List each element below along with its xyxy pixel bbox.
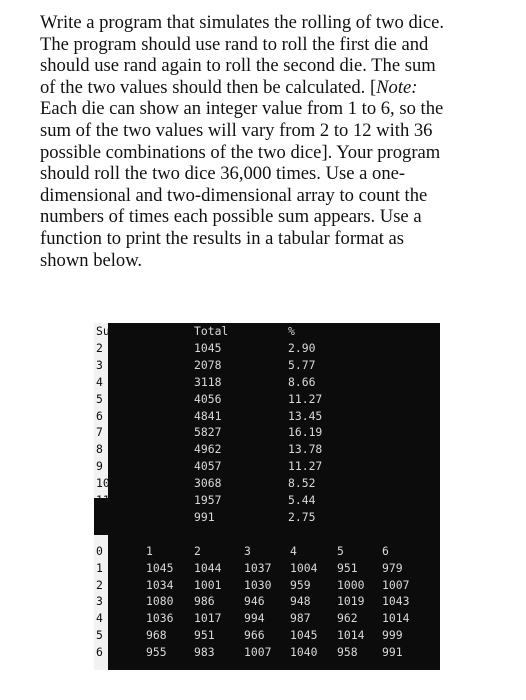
sum-value: 12 xyxy=(96,509,110,524)
sum-value: 2 xyxy=(96,340,103,355)
column-header: 3 xyxy=(244,543,251,558)
row-label: 6 xyxy=(96,645,103,660)
row-label: 4 xyxy=(96,611,103,626)
sum-value: 9 xyxy=(96,459,103,474)
percent-value: 2.90 xyxy=(288,340,316,355)
prompt-line: The program should use rand to roll the first die and xyxy=(40,33,429,55)
total-value: 5827 xyxy=(194,425,222,440)
total-value: 2078 xyxy=(194,357,222,372)
count-value: 979 xyxy=(382,560,403,575)
percent-value: 5.44 xyxy=(288,493,316,507)
prompt-line xyxy=(40,77,486,99)
count-value: 983 xyxy=(194,645,215,660)
percent-value: 13.78 xyxy=(288,442,323,457)
row-label: 2 xyxy=(96,577,103,592)
sum-value: 3 xyxy=(96,357,103,372)
count-value: 994 xyxy=(244,611,265,626)
count-value: 948 xyxy=(290,594,311,609)
count-value: 1007 xyxy=(244,645,272,660)
percent-value: 5.77 xyxy=(288,357,316,372)
count-value: 1037 xyxy=(244,560,272,575)
count-value: 966 xyxy=(244,628,265,643)
prompt-line: Each die can show an integer value from 1 to 6, so the xyxy=(40,98,444,120)
prompt-line: shown below. xyxy=(40,249,143,271)
count-value: 1043 xyxy=(382,594,410,609)
total-header: Total xyxy=(194,324,229,338)
note-label: Note: xyxy=(376,76,418,98)
sum-value: 11 xyxy=(96,493,110,507)
total-value: 4841 xyxy=(194,408,222,423)
count-value: 1000 xyxy=(337,577,365,592)
count-value: 1004 xyxy=(290,560,318,575)
row-label: 0 xyxy=(96,543,103,558)
sum-value: 7 xyxy=(96,425,103,440)
count-value: 1034 xyxy=(146,577,174,592)
sum-value: 4 xyxy=(96,374,103,389)
count-value: 962 xyxy=(337,611,358,626)
count-value: 987 xyxy=(290,611,311,626)
percent-value: 2.75 xyxy=(288,509,316,524)
count-value: 1045 xyxy=(146,560,174,575)
count-value: 999 xyxy=(382,628,403,643)
count-value: 959 xyxy=(290,577,311,592)
total-value: 4056 xyxy=(194,391,222,406)
sum-value: 6 xyxy=(96,408,103,423)
count-value: 1001 xyxy=(194,577,222,592)
percent-value: 16.19 xyxy=(288,425,323,440)
total-value: 1045 xyxy=(194,340,222,355)
count-value: 1014 xyxy=(337,628,365,643)
total-value: 3118 xyxy=(194,374,222,389)
row-label: 5 xyxy=(96,628,103,643)
count-value: 1007 xyxy=(382,577,410,592)
count-value: 958 xyxy=(337,645,358,660)
count-value: 991 xyxy=(382,645,403,660)
sum-value: 10 xyxy=(96,476,110,491)
console-output xyxy=(94,323,440,670)
count-value: 1014 xyxy=(382,611,410,626)
count-value: 1017 xyxy=(194,611,222,626)
column-header: 2 xyxy=(194,543,201,558)
count-value: 951 xyxy=(337,560,358,575)
count-value: 1030 xyxy=(244,577,272,592)
count-value: 1019 xyxy=(337,594,365,609)
count-value: 951 xyxy=(194,628,215,643)
prompt-line: Write a program that simulates the rolling of two dice. xyxy=(40,12,445,33)
percent-value: 11.27 xyxy=(288,391,323,406)
count-value: 1040 xyxy=(290,645,318,660)
column-header: 5 xyxy=(337,543,344,558)
sum-value: 8 xyxy=(96,442,103,457)
column-header: 4 xyxy=(290,543,297,558)
count-value: 986 xyxy=(194,594,215,609)
count-value: 1080 xyxy=(146,594,174,609)
prompt-line: should use rand again to roll the second die. The sum xyxy=(40,55,436,77)
count-value: 968 xyxy=(146,628,167,643)
total-value: 3068 xyxy=(194,476,222,491)
column-header: 1 xyxy=(146,543,153,558)
row-label: 1 xyxy=(96,560,103,575)
prompt-line: function to print the results in a tabular format as xyxy=(40,227,405,249)
percent-value: 8.66 xyxy=(288,374,316,389)
prompt-line: numbers of times each possible sum appears. Use a xyxy=(40,206,422,228)
sum-header: Sum xyxy=(96,324,117,338)
prompt-line: possible combinations of the two dice]. Your program xyxy=(40,141,441,163)
percent-header: % xyxy=(288,324,295,338)
percent-value: 8.52 xyxy=(288,476,316,491)
prompt-line-text: of the two values should then be calculated. [ xyxy=(40,76,377,98)
prompt-line: dimensional and two-dimensional array to count the xyxy=(40,184,428,206)
total-value: 1957 xyxy=(194,493,222,507)
total-value: 4057 xyxy=(194,459,222,474)
count-value: 1045 xyxy=(290,628,318,643)
total-value: 4962 xyxy=(194,442,222,457)
prompt-line: sum of the two values will vary from 2 to 12 with 36 xyxy=(40,119,433,141)
total-value: 991 xyxy=(194,509,215,524)
percent-value: 13.45 xyxy=(288,408,323,423)
count-value: 1036 xyxy=(146,611,174,626)
count-value: 946 xyxy=(244,594,265,609)
column-header: 6 xyxy=(382,543,389,558)
count-value: 955 xyxy=(146,645,167,660)
problem-statement xyxy=(40,12,486,271)
percent-value: 11.27 xyxy=(288,459,323,474)
sum-value: 5 xyxy=(96,391,103,406)
row-label: 3 xyxy=(96,594,103,609)
prompt-line: should roll the two dice 36,000 times. Use a one- xyxy=(40,163,406,185)
count-value: 1044 xyxy=(194,560,222,575)
